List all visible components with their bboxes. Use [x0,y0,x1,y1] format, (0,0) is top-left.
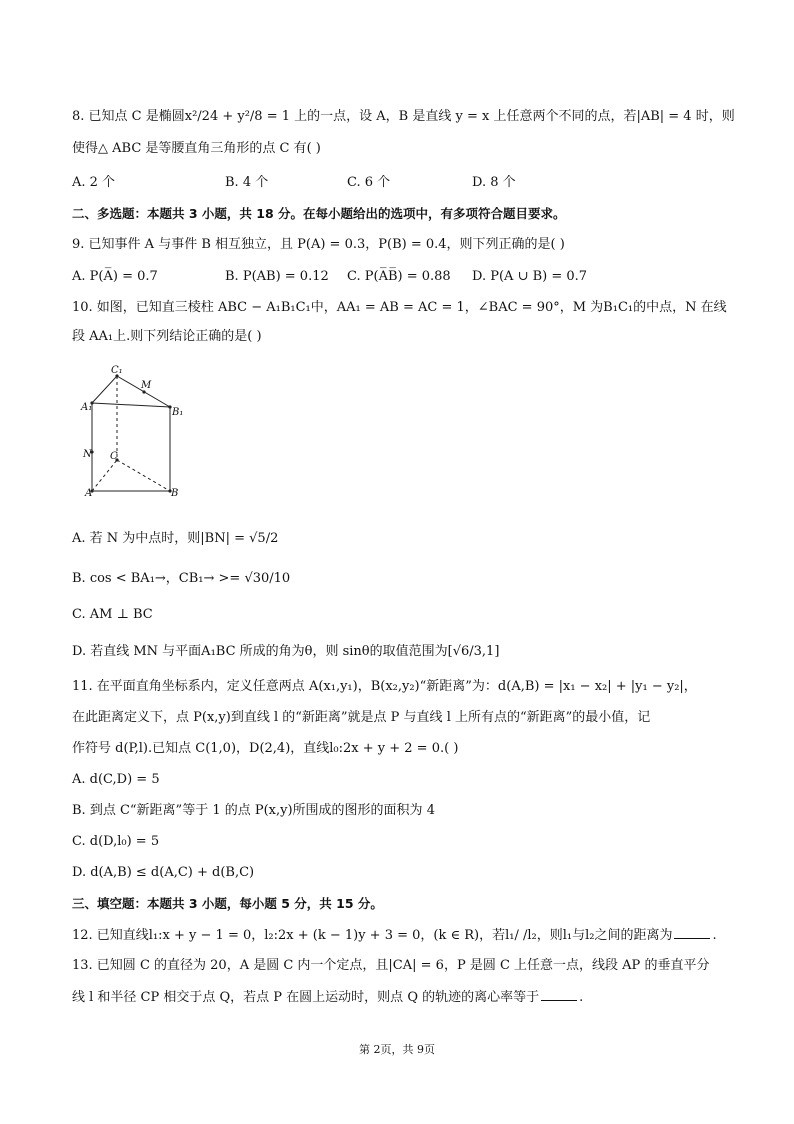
q8-stem-line2: 使得△ ABC 是等腰直角三角形的点 C 有( ) [72,141,321,156]
q11-stem-line2: 在此距离定义下，点 P(x,y)到直线 l 的“新距离”就是点 P 与直线 l 上所有点的“新距离”的最小值，记 [72,710,651,725]
q8-option-b: B. 4 个 [225,175,269,190]
edge-c-b-hidden [117,460,170,491]
label-c: C [110,451,118,462]
edge-a1-b1 [92,403,170,407]
q9-option-b: B. P(AB) = 0.12 [225,269,329,284]
q10-stem-line2: 段 AA₁上.则下列结论正确的是( ) [72,329,262,344]
q10-option-d: D. 若直线 MN 与平面A₁BC 所成的角为θ，则 sinθ的取值范围为[√6/3,1] [72,644,500,659]
q9-option-d: D. P(A ∪ B) = 0.7 [472,269,588,284]
q11-option-a: A. d(C,D) = 5 [72,772,160,787]
label-m: M [141,380,152,391]
q12-line [72,926,717,945]
section-heading-multiple-choice: 二、多选题：本题共 3 小题，共 18 分。在每小题给出的选项中，有多项符合题目要求。 [72,206,566,221]
q12-answer-blank[interactable] [674,926,710,939]
label-b: B [171,488,179,499]
q8-option-d: D. 8 个 [472,175,516,190]
label-b1: B₁ [172,407,184,418]
q12-stem: 12. 已知直线l₁:x + y − 1 = 0，l₂:2x + (k − 1)y + 3 = 0，(k ∈ R)，若l₁/ /l₂，则l₁与l₂之间的距离为 [72,928,673,943]
q13-period: . [579,990,584,1005]
q9-option-c: C. P(A̅B̅) = 0.88 [347,269,451,284]
q8-option-a: A. 2 个 [72,175,116,190]
q10-option-b: B. cos < BA₁→，CB₁→ >= √30/10 [72,571,291,586]
edge-c1-a1 [92,376,117,403]
q12-period: . [712,928,717,943]
label-a1: A₁ [81,402,93,413]
q9-stem: 9. 已知事件 A 与事件 B 相互独立，且 P(A) = 0.3，P(B) = 0.4，则下列正确的是( ) [72,237,565,252]
section-heading-fill-in: 三、填空题：本题共 3 小题，每小题 5 分，共 15 分。 [72,896,383,911]
label-n: N [83,449,92,460]
q8-stem-line1: 8. 已知点 C 是椭圆x²/24 + y²/8 = 1 上的一点，设 A，B 是直线 y = x 上任意两个不同的点，若|AB| = 4 时，则 [72,109,735,124]
q8-option-c: C. 6 个 [347,175,391,190]
q11-option-b: B. 到点 C“新距离”等于 1 的点 P(x,y)所围成的图形的面积为 4 [72,803,435,818]
q10-option-a: A. 若 N 为中点时，则|BN| = √5/2 [72,531,279,546]
q9-option-a: A. P(A̅) = 0.7 [72,269,158,284]
q11-option-d: D. d(A,B) ≤ d(A,C) + d(B,C) [72,865,255,880]
q13-answer-blank[interactable] [541,988,577,1001]
q13-stem-line1: 13. 已知圆 C 的直径为 20，A 是圆 C 内一个定点，且|CA| = 6，P 是圆 C 上任意一点，线段 AP 的垂直平分 [72,958,710,973]
q13-stem-line2: 线 l 和半径 CP 相交于点 Q，若点 P 在圆上运动时，则点 Q 的轨迹的离心率等于 [72,990,540,1005]
q13-line2 [72,988,583,1007]
q11-option-c: C. d(D,l₀) = 5 [72,834,160,849]
q11-stem-line3: 作符号 d(P,l).已知点 C(1,0)，D(2,4)，直线l₀:2x + y + 2 = 0.( ) [72,741,459,756]
label-a: A [85,488,93,499]
prism-figure [80,362,190,502]
q11-stem-line1: 11. 在平面直角坐标系内，定义任意两点 A(x₁,y₁)，B(x₂,y₂)“新距离”为：d(A,B) = |x₁ − x₂| + |y₁ − y₂|， [72,679,697,694]
q10-stem-line1: 10. 如图，已知直三棱柱 ABC − A₁B₁C₁中，AA₁ = AB = AC = 1，∠BAC = 90°，M 为B₁C₁的中点，N 在线 [72,300,727,315]
edge-a-c-hidden [92,460,117,491]
label-c1: C₁ [111,365,123,376]
page-footer: 第 2页，共 9页 [359,1043,435,1056]
q10-option-c: C. AM ⊥ BC [72,607,153,622]
